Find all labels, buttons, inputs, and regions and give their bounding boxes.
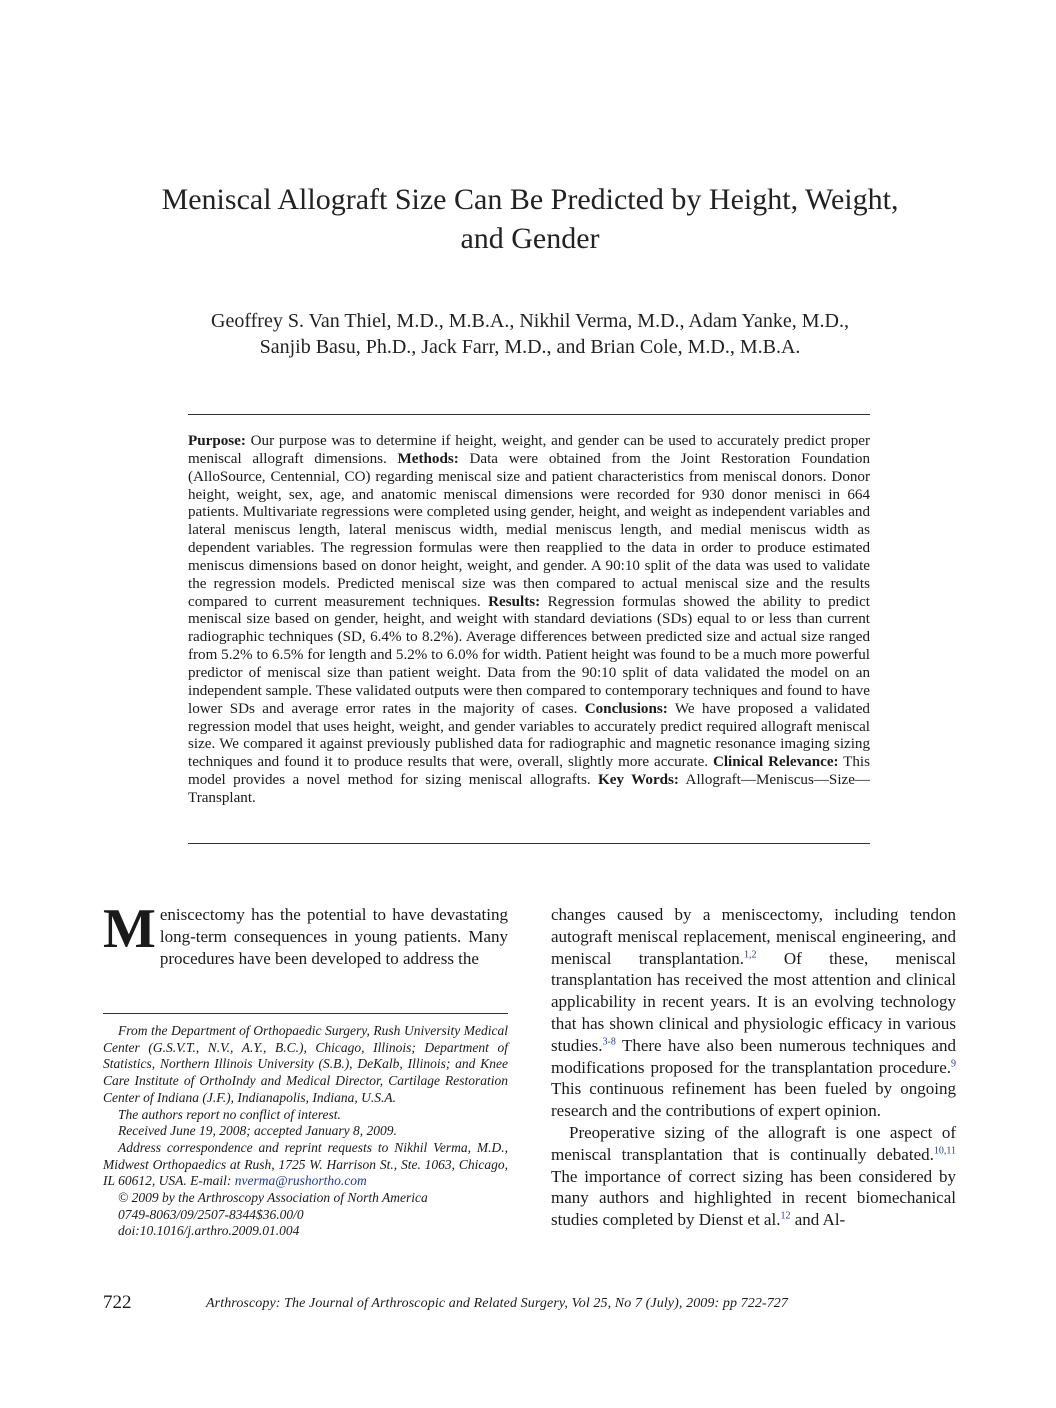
body-text: There have also been numerous techniques and modifications proposed for the transplantation procedure. [551, 1035, 956, 1077]
body-paragraph-1 [551, 904, 956, 1122]
drop-cap: M [103, 898, 156, 960]
abstract-bottom-rule [188, 843, 870, 844]
abstract [188, 433, 870, 808]
article-title [100, 180, 960, 258]
correspondence-note [103, 1140, 508, 1190]
footnote-rule [103, 1013, 508, 1014]
clinical-relevance-text: This model provides a novel method for sizing meniscal allografts. [188, 754, 870, 789]
received-note: Received June 19, 2008; accepted January 8, 2009. [118, 1123, 397, 1139]
doi-note: doi:10.1016/j.arthro.2009.01.004 [118, 1223, 300, 1239]
body-text: changes caused by a meniscectomy, including tendon autograft meniscal replacement, meniscal engineering, and meniscal transplantation. [551, 905, 956, 968]
methods-text: Data were obtained from the Joint Restoration Foundation (AlloSource, Centennial, CO) regarding meniscal size and patient characteristics from meniscal donors. Donor height, weight, sex, age, and anatomic meniscal dimensions were recorded for 930 donor menisci in 664 patients. Multivariate regressions were completed using gender, height, and weight as independent variables and lateral meniscus length, lateral meniscus width, medial meniscus length, and medial meniscus width as dependent variables. The regression formulas were then reapplied to the data in order to produce estimated meniscus dimensions based on donor height, weight, and gender. A 90:10 split of the data was used to validate the regression models. Predicted meniscal size was then compared to actual meniscal size and the results compared to current measurement techniques. [188, 450, 870, 610]
abstract-top-rule [188, 414, 870, 415]
conclusions-label: Conclusions: [584, 700, 668, 717]
author-list [100, 308, 960, 360]
body-text: Preoperative sizing of the allograft is one aspect of meniscal transplantation that is continually debated. [551, 1122, 956, 1164]
authors-line-2: Sanjib Basu, Ph.D., Jack Farr, M.D., and Brian Cole, M.D., M.B.A. [259, 336, 801, 358]
purpose-text: Our purpose was to determine if height, weight, and gender can be used to accurately predict proper meniscal allograft dimensions. [188, 433, 870, 467]
title-line-1: Meniscal Allograft Size Can Be Predicted by Height, Weight, [161, 183, 899, 216]
authors-line-1: Geoffrey S. Van Thiel, M.D., M.B.A., Nikhil Verma, M.D., Adam Yanke, M.D., [211, 310, 849, 332]
footnotes [103, 1023, 508, 1240]
purpose-label: Purpose: [188, 433, 246, 449]
affiliation-note: From the Department of Orthopaedic Surgery, Rush University Medical Center (G.S.V.T., N.V., A.Y., B.C.), Chicago, Illinois; Department of Statistics, Northern Illinois University (S.B.), DeKalb, Illinois; and Knee Care Institute of OrthoIndy and Medical Director, Cartilage Restoration Center of Indiana (J.F.), Indianapolis, Indiana, U.S.A. [103, 1023, 508, 1105]
intro-paragraph [103, 898, 508, 969]
correspondence-address: Address correspondence and reprint requests to Nikhil Verma, M.D., Midwest Orthopaedics at Rush, 1725 W. Harrison St., Ste. 1063, Chicago, IL 60612, USA. E-mail: [103, 1139, 508, 1189]
body-text: This continuous refinement has been fueled by ongoing research and the contributions of expert opinion. [551, 1079, 956, 1121]
email-link[interactable]: nverma@rushortho.com [234, 1173, 367, 1189]
journal-citation: Arthroscopy: The Journal of Arthroscopic and Related Surgery, Vol 25, No 7 (July), 2009: pp 722-727 [206, 1296, 789, 1311]
body-column-right [551, 904, 956, 1231]
page-number: 722 [103, 1292, 132, 1313]
body-column-left [103, 898, 508, 969]
conclusions-text: We have proposed a validated regression model that uses height, weight, and gender variables to accurately predict required allograft meniscal size. We compared it against previously published data for radiographic and magnetic resonance imaging sizing techniques and found it to produce results that were, overall, slightly more accurate. [188, 700, 870, 771]
citation-ref[interactable]: 10,11 [933, 1145, 956, 1157]
citation-ref[interactable]: 3-8 [602, 1036, 616, 1048]
body-text: and Al- [790, 1210, 846, 1230]
citation-ref[interactable]: 12 [780, 1210, 791, 1222]
conflict-note: The authors report no conflict of interest. [118, 1106, 341, 1122]
key-words-text: Allograft—Meniscus—Size—Transplant. [188, 772, 870, 806]
clinical-relevance-label: Clinical Relevance: [712, 754, 839, 771]
results-label: Results: [488, 593, 541, 610]
methods-label: Methods: [397, 450, 459, 467]
issn-note: 0749-8063/09/2507-8344$36.00/0 [118, 1206, 304, 1222]
copyright-note: © 2009 by the Arthroscopy Association of North America [118, 1190, 428, 1206]
citation-ref[interactable]: 1,2 [744, 948, 757, 960]
title-line-2: and Gender [460, 222, 600, 255]
body-text: Of these, meniscal transplantation has received the most attention and clinical applicability in recent years. It is an evolving technology that has shown clinical and physiologic efficacy in various studies. [551, 948, 956, 1055]
key-words-label: Key Words: [598, 772, 679, 789]
body-text: The importance of correct sizing has been considered by many authors and highlighted in recent biomechanical studies completed by Dienst et al. [551, 1166, 956, 1230]
results-text: Regression formulas showed the ability to predict meniscal size based on gender, height, and weight with standard deviations (SDs) equal to or less than current radiographic techniques (SD, 6.4% to 8.2%). Average differences between predicted size and actual size ranged from 5.2% to 6.5% for length and 5.2% to 6.0% for width. Patient height was found to be a much more powerful predictor of meniscal size than patient weight. Data from the 90:10 split of data validated the model on an independent sample. These validated outputs were then compared to contemporary techniques and found to have lower SDs and average error rates in the majority of cases. [188, 593, 870, 717]
intro-text: eniscectomy has the potential to have devastating long-term consequences in young patients. Many procedures have been developed to address the [159, 905, 508, 968]
citation-ref[interactable]: 9 [951, 1057, 956, 1069]
body-paragraph-2 [551, 1122, 956, 1231]
